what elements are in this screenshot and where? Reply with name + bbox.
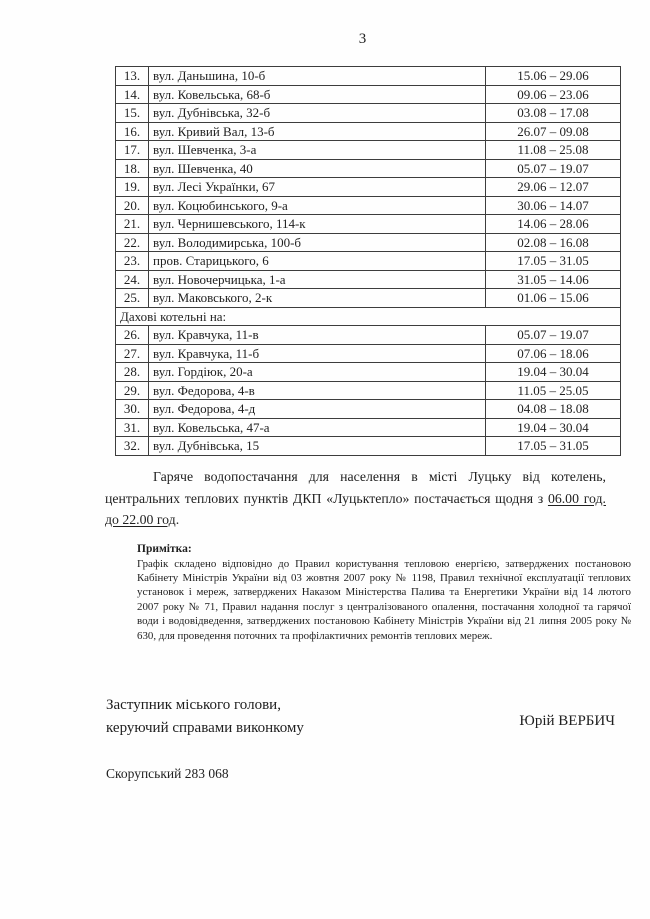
dates-cell: 02.08 – 16.08	[486, 233, 621, 252]
street-cell: вул. Новочерчицька, 1-а	[149, 270, 486, 289]
table-row	[116, 178, 621, 197]
num-cell: 31.	[116, 418, 149, 437]
num-cell: 13.	[116, 67, 149, 86]
page-number: 3	[358, 31, 367, 47]
street-cell: вул. Федорова, 4-д	[149, 400, 486, 419]
street-cell: вул. Гордіюк, 20-а	[149, 363, 486, 382]
signature-position-line2: керуючий справами виконкому	[106, 720, 304, 736]
num-cell: 19.	[116, 178, 149, 197]
num-cell: 28.	[116, 363, 149, 382]
street-cell: вул. Кравчука, 11-б	[149, 344, 486, 363]
dates-cell: 17.05 – 31.05	[486, 437, 621, 456]
table-row	[116, 233, 621, 252]
num-cell: 22.	[116, 233, 149, 252]
table-row	[116, 344, 621, 363]
table-row	[116, 363, 621, 382]
dates-cell: 07.06 – 18.06	[486, 344, 621, 363]
executor-contact: Скорупський 283 068	[106, 766, 229, 781]
table-row	[116, 381, 621, 400]
num-cell: 18.	[116, 159, 149, 178]
dates-cell: 15.06 – 29.06	[486, 67, 621, 86]
street-cell: вул. Дубнівська, 32-б	[149, 104, 486, 123]
num-cell: 16.	[116, 122, 149, 141]
water-supply-paragraph	[105, 466, 606, 531]
paragraph-text-after: .	[175, 512, 180, 527]
num-cell: 24.	[116, 270, 149, 289]
table-row	[116, 437, 621, 456]
street-cell: вул. Дубнівська, 15	[149, 437, 486, 456]
table-row	[116, 196, 621, 215]
dates-cell: 09.06 – 23.06	[486, 85, 621, 104]
paragraph-underlined-hours: 06.00 год. до 22.00 год	[105, 490, 606, 527]
dates-cell: 05.07 – 19.07	[486, 159, 621, 178]
dates-cell: 11.08 – 25.08	[486, 141, 621, 160]
table-row	[116, 141, 621, 160]
num-cell: 21.	[116, 215, 149, 234]
street-cell: вул. Шевченка, 40	[149, 159, 486, 178]
street-cell: пров. Старицького, 6	[149, 252, 486, 271]
num-cell: 20.	[116, 196, 149, 215]
street-cell: вул. Кравчука, 11-в	[149, 326, 486, 345]
num-cell: 29.	[116, 381, 149, 400]
street-cell: вул. Володимирська, 100-б	[149, 233, 486, 252]
table-row	[116, 159, 621, 178]
table-row	[116, 122, 621, 141]
signature-position-block	[106, 694, 304, 740]
dates-cell: 30.06 – 14.07	[486, 196, 621, 215]
dates-cell: 19.04 – 30.04	[486, 363, 621, 382]
dates-cell: 03.08 – 17.08	[486, 104, 621, 123]
paragraph-text-before: Гаряче водопостачання для населення в місті Луцьку від котелень, центральних теплових пунктів ДКП «Луцьктепло» постачається щодня з	[105, 469, 606, 506]
table-row	[116, 326, 621, 345]
table-row	[116, 252, 621, 271]
num-cell: 30.	[116, 400, 149, 419]
dates-cell: 17.05 – 31.05	[486, 252, 621, 271]
street-cell: вул. Коцюбинського, 9-а	[149, 196, 486, 215]
table-row	[116, 104, 621, 123]
num-cell: 15.	[116, 104, 149, 123]
dates-cell: 26.07 – 09.08	[486, 122, 621, 141]
dates-cell: 11.05 – 25.05	[486, 381, 621, 400]
table-row	[116, 418, 621, 437]
street-cell: вул. Шевченка, 3-а	[149, 141, 486, 160]
dates-cell: 31.05 – 14.06	[486, 270, 621, 289]
note-block	[137, 542, 631, 643]
signature-position-line1: Заступник міського голови,	[106, 697, 281, 713]
schedule-table-body	[116, 67, 621, 456]
table-row	[116, 400, 621, 419]
note-body: Графік складено відповідно до Правил користування тепловою енергією, затверджених постановою Кабінету Міністрів України від 03 жовтня 2007 року № 1198, Правил технічної експлуатації теплових установок і мереж, затверджених Наказом Міністерства Палива та Енергетики України від 14 лютого 2007 року № 71, Правил надання послуг з централізованого опалення, постачання холодної та гарячої води і водовідведення, затверджених постановою Кабінету Міністрів України від 21 липня 2005 року № 630, для проведення поточних та профілактичних ремонтів теплових мереж.	[137, 557, 631, 642]
num-cell: 25.	[116, 289, 149, 308]
dates-cell: 01.06 – 15.06	[486, 289, 621, 308]
num-cell: 23.	[116, 252, 149, 271]
num-cell: 17.	[116, 141, 149, 160]
table-row	[116, 67, 621, 86]
dates-cell: 19.04 – 30.04	[486, 418, 621, 437]
note-title: Примітка:	[137, 543, 192, 555]
dates-cell: 05.07 – 19.07	[486, 326, 621, 345]
dates-cell: 04.08 – 18.08	[486, 400, 621, 419]
street-cell: вул. Маковського, 2-к	[149, 289, 486, 308]
table-row	[116, 270, 621, 289]
street-cell: вул. Ковельська, 68-б	[149, 85, 486, 104]
num-cell: 14.	[116, 85, 149, 104]
num-cell: 32.	[116, 437, 149, 456]
dates-cell: 29.06 – 12.07	[486, 178, 621, 197]
table-row	[116, 289, 621, 308]
table-row	[116, 85, 621, 104]
water-outage-schedule-table	[115, 66, 621, 456]
dates-cell: 14.06 – 28.06	[486, 215, 621, 234]
street-cell: вул. Лесі Українки, 67	[149, 178, 486, 197]
street-cell: вул. Ковельська, 47-а	[149, 418, 486, 437]
street-cell: вул. Чернишевського, 114-к	[149, 215, 486, 234]
table-subheader-row	[116, 307, 621, 326]
street-cell: вул. Кривий Вал, 13-б	[149, 122, 486, 141]
section-label: Дахові котельні на:	[116, 307, 621, 326]
signature-name: Юрій ВЕРБИЧ	[519, 713, 615, 729]
num-cell: 27.	[116, 344, 149, 363]
table-row	[116, 215, 621, 234]
street-cell: вул. Даньшина, 10-б	[149, 67, 486, 86]
street-cell: вул. Федорова, 4-в	[149, 381, 486, 400]
num-cell: 26.	[116, 326, 149, 345]
